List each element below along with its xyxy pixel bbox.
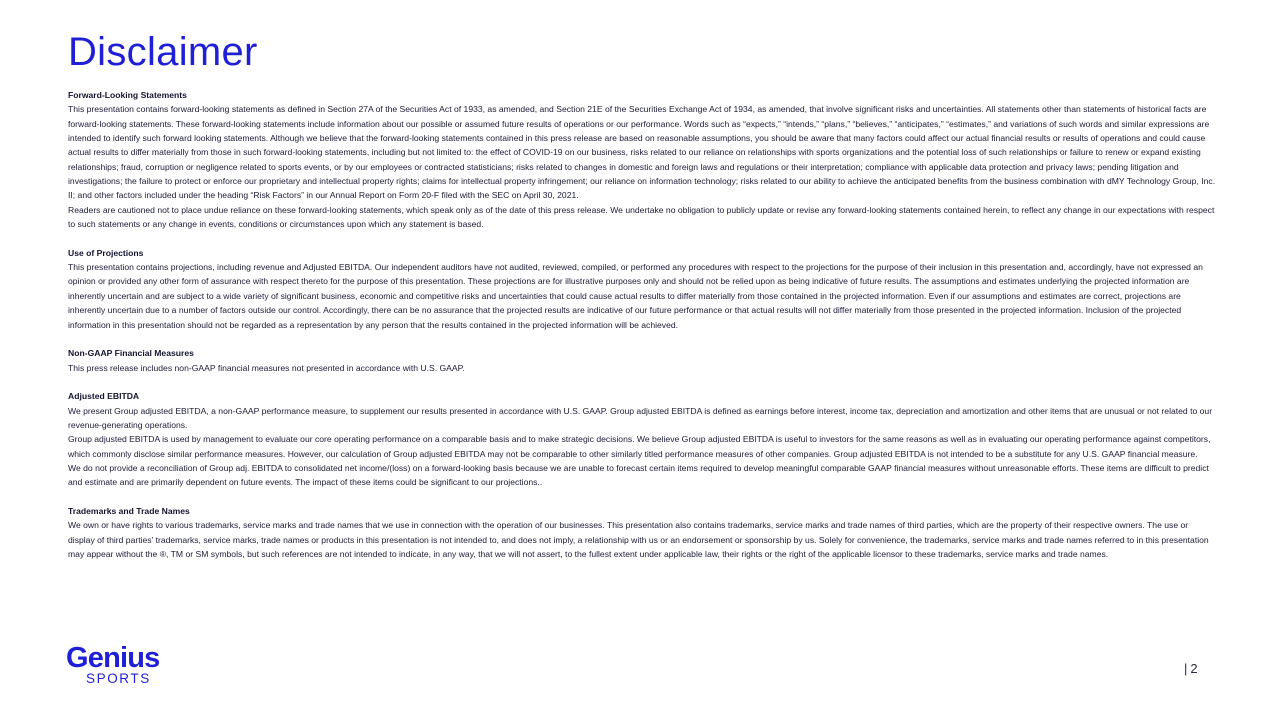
section-paragraph: We own or have rights to various trademarks, service marks and trade names that we use in connection with the operation of our businesses. This presentation also contains trademarks, service marks and trade names of third parties, which are the property of their respective owners. The use or display of third parties’ trademarks, service marks, trade names or products in this presentation is not intended to, and does not imply, a relationship with us or an endorsement or sponsorship by us. Solely for convenience, the trademarks, service marks and trade names referred to in this presentation may appear without the ®, TM or SM symbols, but such references are not intended to indicate, in any way, that we will not assert, to the fullest extent under applicable law, their rights or the right of the applicable licensor to these trademarks, service marks and trade names. <box>68 520 1209 559</box>
genius-sports-logo <box>66 643 178 689</box>
page-number-separator: | <box>1184 661 1188 676</box>
section-adjusted-ebitda <box>68 389 1216 489</box>
section-non-gaap-financial-measures <box>68 346 1216 375</box>
section-paragraph: Readers are cautioned not to place undue reliance on these forward-looking statements, which speak only as of the date of this press release. We undertake no obligation to publicly update or revise any forward-looking statements contained herein, to reflect any change in our expectations with respect to such statements or any change in events, conditions or circumstances upon which any statement is based. <box>68 204 1215 230</box>
section-heading: Use of Projections <box>68 247 144 258</box>
section-heading: Adjusted EBITDA <box>68 391 140 402</box>
section-heading: Non-GAAP Financial Measures <box>68 348 194 359</box>
logo-wordmark: Genius <box>66 642 160 674</box>
section-forward-looking-statements <box>68 88 1216 231</box>
page-number-value: 2 <box>1190 661 1198 676</box>
section-use-of-projections <box>68 246 1216 332</box>
page-number <box>1184 661 1198 677</box>
disclaimer-body <box>68 88 1216 576</box>
section-paragraph: We present Group adjusted EBITDA, a non-GAAP performance measure, to supplement our results presented in accordance with U.S. GAAP. Group adjusted EBITDA is defined as earnings before interest, income tax, depreciation and amortization and other items that are unusual or not related to our revenue-generating operations. <box>68 405 1213 430</box>
section-heading: Forward-Looking Statements <box>68 90 187 100</box>
section-paragraph: This press release includes non-GAAP financial measures not presented in accordance with U.S. GAAP. <box>68 362 465 373</box>
section-paragraph: This presentation contains forward-looking statements as defined in Section 27A of the Securities Act of 1933, as amended, and Section 21E of the Securities Exchange Act of 1934, as amended, that involve significant risks and uncertainties. All statements other than statements of historical facts are forward-looking statements. These forward-looking statements include information about our possible or assumed future results of operations or our performance. Words such as “expects,” “intends,” “plans,” “believes,” “anticipates,” “estimates,” and variations of such words and similar expressions are intended to identify such forward looking statements. Although we believe that the forward-looking statements contained in this press release are based on reasonable assumptions, you should be aware that many factors could affect our actual financial results or results of operations and could cause actual results to differ materially from those in such forward-looking statements, including but not limited to: the effect of COVID-19 on our business, risks related to our reliance on relationships with sports organizations and the potential loss of such relationships or failure to renew or expand existing relationships; fraud, corruption or negligence related to sports events, or by our employees or contracted statisticians; risks related to changes in domestic and foreign laws and regulations or their interpretation; compliance with applicable data protection and privacy laws; pending litigation and investigations; the failure to protect or enforce our proprietary and intellectual property rights; claims for intellectual property infringement; our reliance on information technology; risks related to our ability to achieve the anticipated benefits from the business combination with dMY Technology Group, Inc. II; and other factors included under the heading “Risk Factors” in our Annual Report on Form 20-F filed with the SEC on April 30, 2021. <box>68 104 1216 201</box>
section-heading: Trademarks and Trade Names <box>68 505 190 516</box>
slide-title: Disclaimer <box>68 30 258 74</box>
section-trademarks-and-trade-names <box>68 504 1216 561</box>
section-paragraph: Group adjusted EBITDA is used by management to evaluate our core operating performance on a comparable basis and to make strategic decisions. We believe Group adjusted EBITDA is useful to investors for the same reasons as well as in evaluating our operating performance against competitors, which commonly disclose similar performance measures. However, our calculation of Group adjusted EBITDA may not be comparable to other similarly titled performance measures of other companies. Group adjusted EBITDA is not intended to be a substitute for any U.S. GAAP financial measure. <box>68 434 1211 459</box>
section-paragraph: This presentation contains projections, including revenue and Adjusted EBITDA. Our independent auditors have not audited, reviewed, compiled, or performed any procedures with respect to the projections for the purpose of their inclusion in this presentation and, accordingly, have not expressed an opinion or provided any other form of assurance with respect thereto for the purpose of this presentation. These projections are for illustrative purposes only and should not be relied upon as being indicative of future results. The assumptions and estimates underlying the projected information are inherently uncertain and are subject to a wide variety of significant business, economic and competitive risks and uncertainties that could cause actual results to differ materially from those contained in the projected information. Even if our assumptions and estimates are correct, projections are inherently uncertain due to a number of factors outside our control. Accordingly, there can be no assurance that the projected results are indicative of our future performance or that actual results will not differ materially from those presented in the projected information. Inclusion of the projected information in this presentation should not be regarded as a representation by any person that the results contained in the projected information will be achieved. <box>68 262 1203 330</box>
section-paragraph: We do not provide a reconciliation of Group adj. EBITDA to consolidated net income/(loss) on a forward-looking basis because we are unable to forecast certain items required to develop meaningful comparable GAAP financial measures without unreasonable efforts. These items are difficult to predict and estimate and are primarily dependent on future events. The impact of these items could be significant to our projections.. <box>68 462 1209 488</box>
logo-subtitle: SPORTS <box>86 671 151 686</box>
